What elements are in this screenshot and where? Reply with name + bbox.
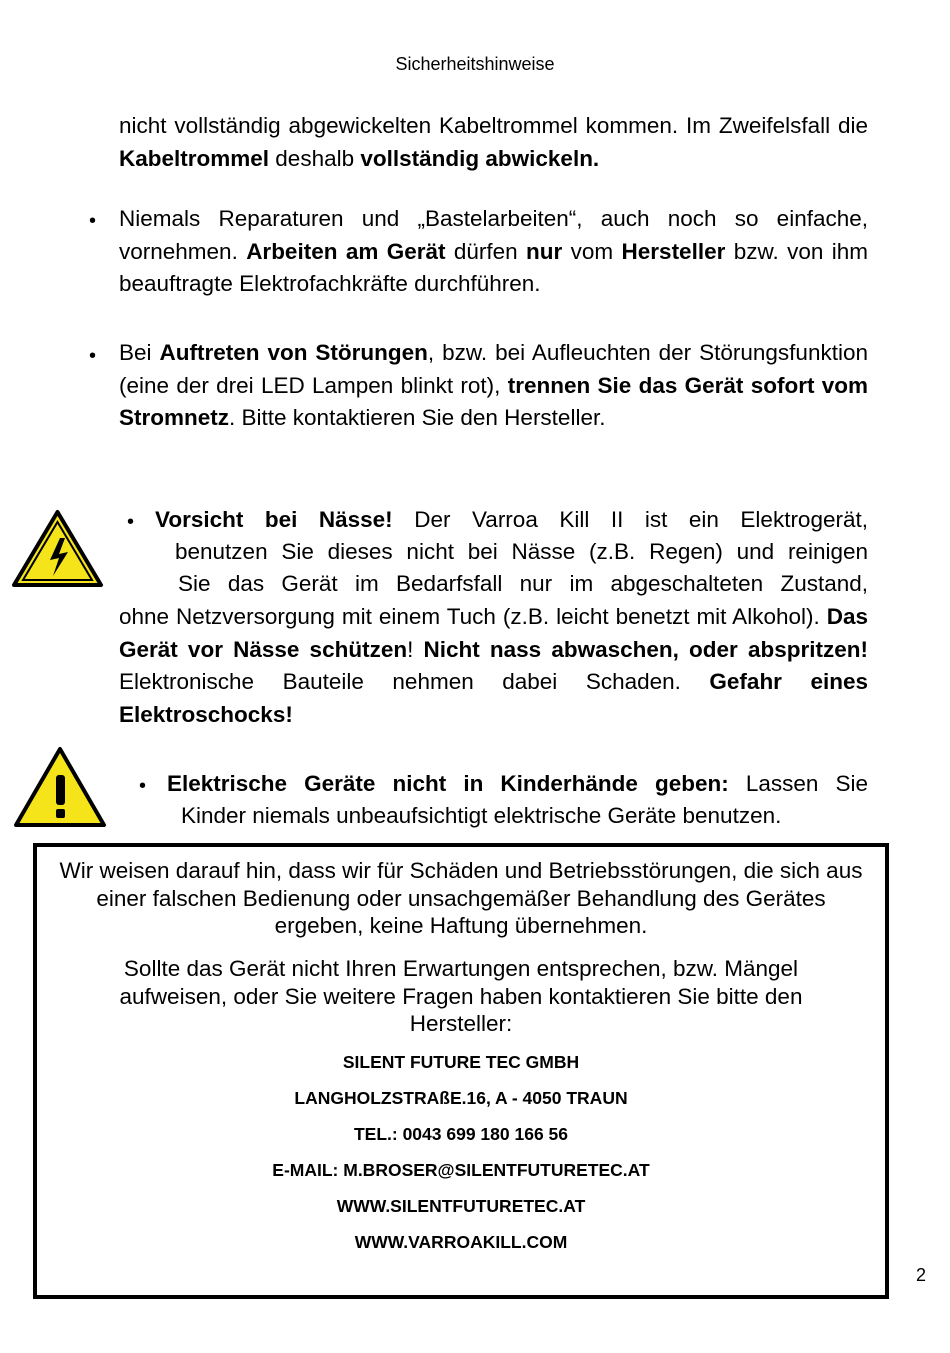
company-phone: TEL.: 0043 699 180 166 56 [353, 1124, 569, 1144]
emphasized-text: vollständig abwickeln. [360, 145, 600, 171]
company-name: SILENT FUTURE TEC GMBH [342, 1052, 580, 1072]
bullet-marker: • [89, 345, 97, 367]
text-run: deshalb [269, 145, 361, 171]
paragraph-moisture-line-1 [155, 504, 868, 537]
emphasized-text: trennen Sie das Gerät sofort vom Stromnetz [119, 372, 869, 430]
emphasized-text: Elektrische Geräte nicht in Kinderhände geben: [167, 771, 729, 796]
emphasized-text: nur [526, 238, 563, 264]
emphasized-text: Hersteller [621, 238, 726, 264]
text-run: dürfen [445, 238, 527, 264]
emphasized-text: Kabeltrommel [119, 145, 270, 171]
text-run: Elektronische Bauteile nehmen dabei Schaden. [119, 669, 710, 694]
bullet-marker: • [127, 511, 135, 533]
page-header: Sicherheitshinweise [395, 54, 555, 74]
paragraph-malfunctions [119, 337, 868, 435]
paragraph-cable-drum [119, 110, 868, 175]
contact-request-text: Sollte das Gerät nicht Ihren Erwartungen entsprechen, bzw. Mängel aufweisen, oder Sie weitere Fragen haben kontaktieren Sie bitte den Hersteller: [119, 956, 803, 1036]
emphasized-text: Arbeiten am Gerät [246, 238, 446, 264]
liability-notice-box [33, 843, 889, 1299]
product-website: WWW.VARROAKILL.COM [354, 1232, 568, 1252]
page-number: 2 [915, 1265, 926, 1285]
exclamation-warning-icon [12, 745, 108, 829]
paragraph-repairs [119, 203, 868, 301]
text-run: Niemals Reparaturen und „Bastelarbeiten“, auch noch so einfache, vornehmen. [119, 206, 868, 264]
text-run: vom [562, 238, 622, 264]
text-run: Sie das Gerät im Bedarfsfall nur im abgeschalteten Zustand, [178, 571, 868, 596]
text-run: nicht vollständig abgewickelten Kabeltrommel kommen. Im Zweifelsfall die [119, 113, 868, 138]
liability-notice-text: Wir weisen darauf hin, dass wir für Schäden und Betriebsstörungen, die sich aus einer falschen Bedienung oder unsachgemäßer Behandlung des Gerätes ergeben, keine Haftung übernehmen. [59, 858, 863, 938]
paragraph-moisture-rest [119, 601, 868, 731]
paragraph-children-line-1 [167, 768, 868, 801]
emphasized-text: Gefahr eines Elektroschocks! [119, 669, 868, 727]
text-run: benutzen Sie dieses nicht bei Nässe (z.B. Regen) und reinigen [175, 539, 868, 564]
emphasized-text: Nicht nass abwaschen, oder abspritzen! [423, 636, 868, 662]
text-run: , bzw. bei Aufleuchten der Störungsfunktion (eine der drei LED Lampen blinkt rot), [119, 340, 868, 398]
paragraph-children-line-2 [181, 800, 868, 833]
text-run: Lassen Sie [728, 771, 868, 796]
emphasized-text: Das Gerät vor Nässe schützen [119, 604, 868, 662]
high-voltage-warning-icon [10, 508, 105, 588]
text-run: ! [407, 636, 424, 662]
company-address: LANGHOLZSTRAßE.16, A - 4050 TRAUN [294, 1088, 628, 1108]
bullet-marker: • [139, 775, 147, 797]
text-run: bzw. von ihm beauftragte Elektrofachkräfte durchführen. [119, 238, 868, 296]
paragraph-moisture-line-3 [178, 568, 868, 601]
company-email: E-MAIL: M.BROSER@SILENTFUTURETEC.AT [272, 1160, 650, 1180]
text-run: . Bitte kontaktieren Sie den Hersteller. [229, 405, 606, 430]
text-run: Der Varroa Kill II ist ein Elektrogerät, [392, 507, 868, 532]
paragraph-moisture-line-2 [175, 536, 868, 569]
text-run: Bei [119, 340, 160, 365]
text-run: ohne Netzversorgung mit einem Tuch (z.B. leicht benetzt mit Alkohol). [119, 604, 827, 629]
bullet-marker: • [89, 210, 97, 232]
emphasized-text: Vorsicht bei Nässe! [155, 507, 393, 532]
text-run: Kinder niemals unbeaufsichtigt elektrische Geräte benutzen. [181, 803, 782, 828]
company-website: WWW.SILENTFUTURETEC.AT [336, 1196, 586, 1216]
emphasized-text: Auftreten von Störungen [159, 340, 428, 365]
